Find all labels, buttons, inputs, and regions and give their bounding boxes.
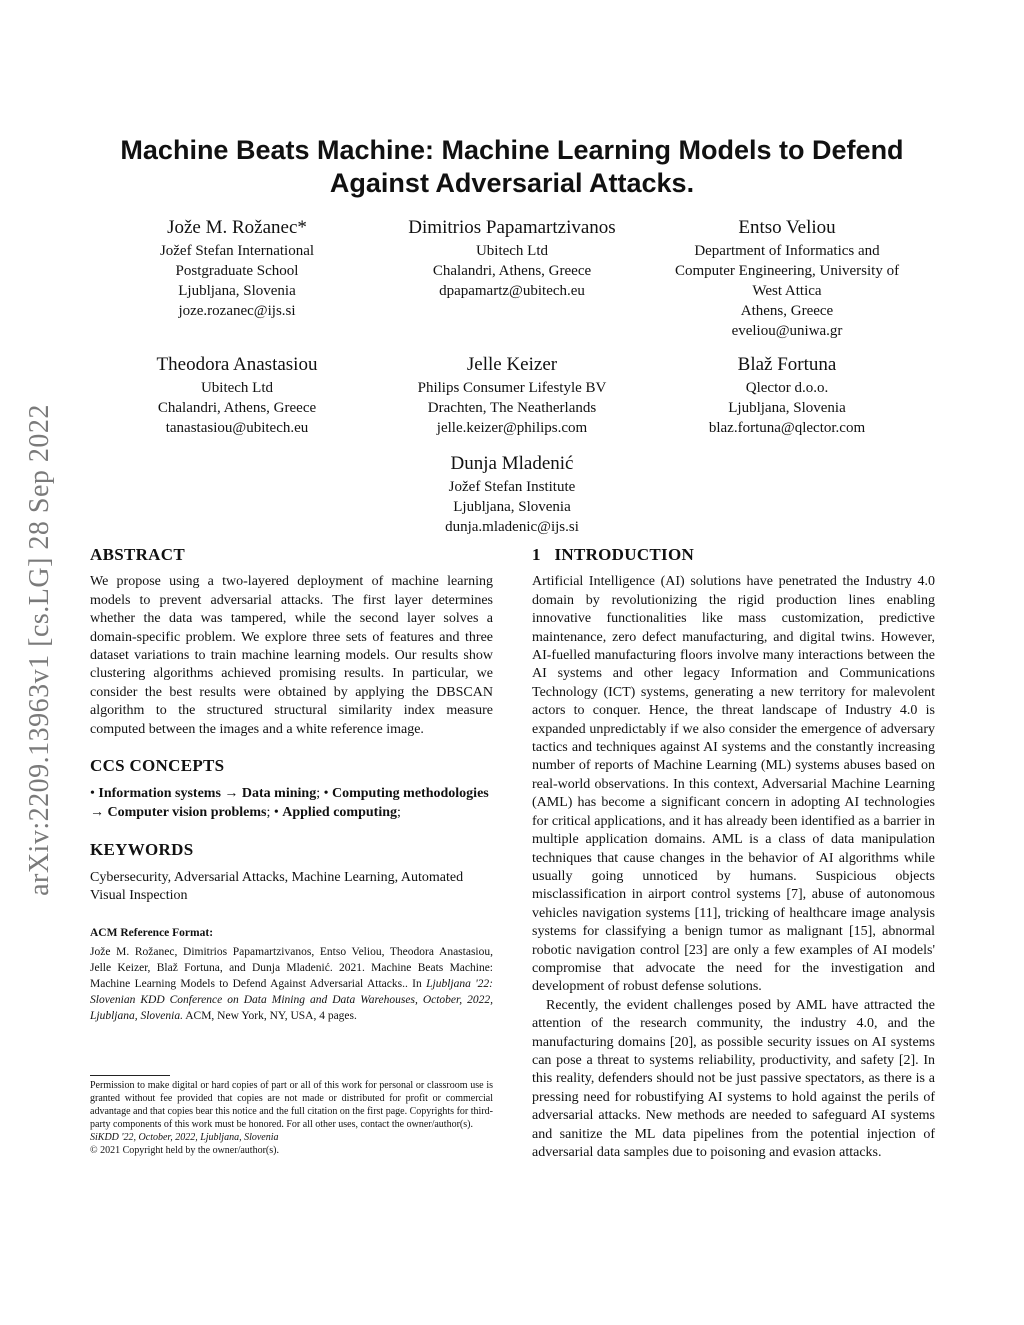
ccs-sep: ; [316, 786, 321, 802]
author-affil: Drachten, The Neatherlands [427, 400, 597, 416]
arxiv-stamp-text: arXiv:2209.13963v1 [cs.LG] 28 Sep 2022 [24, 404, 56, 896]
acm-ref-tail: ACM, New York, NY, USA, 4 pages. [185, 1010, 357, 1023]
abstract-heading: ABSTRACT [90, 545, 185, 564]
intro-paragraph-1: Artificial Intelligence (AI) solutions have penetrated the Industry 4.0 domain by revolutionizing the rigid production lines enabling innovative functionalities like mass customization, predictive maintenance, zero defect manufacturing, and digital twins. However, AI-fuelled manufacturing floors involve many interactions between the AI systems and other legacy Information and Communications Technology (ICT) systems, generating a new territory for malevolent actors to conquer. Hence, the threat landscape of Industry 4.0 is expanded unpredictably if we also consider the emergence of adversary tactics and techniques against AI systems and the constantly increasing number of reports of Machine Learning (ML) systems abuses based on real-world observations. In this context, Adversarial Machine Learning (AML) has become a significant concern in adopting AI technologies for critical applications, and it has already been identified as a barrier in multiple application domains. AML is a class of data manipulation techniques that cause changes in the behavior of AI algorithms while usually going unnoticed by humans. Suspicious objects misclassification in airport control systems [7], abuse of autonomous vehicles navigation systems [11], tricking of healthcare image analysis systems for classifying a benign tumor as malignant [15], abnormal robotic navigation control [23] are only a few examples of AI models' compromise that advocate the need for the investigation and development of robust defense solutions. [532, 574, 935, 995]
author-affil: Computer Engineering, University of [674, 263, 900, 279]
author-affil: Ubitech Ltd [200, 380, 274, 396]
right-column [532, 546, 935, 1162]
author-block [387, 352, 637, 438]
author-name: Entso Veliou [738, 217, 836, 238]
author-affil: Postgraduate School [175, 263, 299, 279]
title-line-2: Against Adversarial Attacks. [329, 168, 695, 198]
author-affil: Ljubljana, Slovenia [178, 283, 296, 299]
author-affil: Chalandri, Athens, Greece [157, 400, 317, 416]
author-name: Dunja Mladenić [450, 453, 574, 474]
acm-ref-text [90, 944, 493, 1024]
author-email[interactable]: eveliou@uniwa.gr [731, 323, 843, 339]
acm-ref-venue: Ljubljana '22: Slovenian KDD Conference on Data Mining and Data Warehouses, October, 2022, Ljubljana, Slovenia. [90, 978, 493, 1023]
keywords-heading: KEYWORDS [90, 840, 194, 860]
paper-title [90, 134, 934, 200]
author-affil: Ljubljana, Slovenia [453, 499, 571, 515]
ccs-list [90, 784, 493, 822]
author-email[interactable]: dunja.mladenic@ijs.si [445, 519, 579, 535]
author-affil: Qlector d.o.o. [745, 380, 829, 396]
ccs-arrow: → [224, 786, 239, 802]
author-name: Jelle Keizer [466, 354, 558, 375]
author-block [387, 215, 637, 301]
arxiv-stamp [0, 360, 80, 940]
ccs-heading: CCS CONCEPTS [90, 756, 225, 776]
author-affil: West Attica [752, 283, 822, 299]
author-email[interactable]: joze.rozanec@ijs.si [178, 303, 296, 319]
acm-ref-authors: Jože M. Rožanec, Dimitrios Papamartzivanos, Entso Veliou, Theodora Anastasiou, Jelle Keizer, Blaž Fortuna, and Dunja Mladenić. 2021. Machine Beats Machine: Machine Learning Models to Defend Against Adversarial Attacks.. In [90, 946, 493, 991]
ccs-arrow: → [90, 805, 104, 821]
author-affil: Ubitech Ltd [475, 243, 549, 259]
author-affil: Philips Consumer Lifestyle BV [417, 380, 607, 396]
author-email[interactable]: blaz.fortuna@qlector.com [708, 420, 866, 436]
abstract-text: We propose using a two-layered deployment of machine learning models to prevent adversarial attacks. The first layer determines whether the data was tampered, while the second layer solves a domain-specific problem. We explore three sets of features and three dataset variations to train machine learning models. Our results show clustering algorithms achieved promising results. In particular, we consider the best results were obtained by applying the DBSCAN algorithm to the structured structural similarity index measure computed between the images and a white reference image. [90, 574, 493, 737]
footnote-rule [90, 1075, 170, 1076]
author-name: Theodora Anastasiou [156, 354, 318, 375]
left-column [90, 546, 493, 1024]
ccs-sep: ; [397, 805, 401, 821]
author-block [117, 352, 357, 438]
author-email[interactable]: dpapamartz@ubitech.eu [439, 283, 585, 299]
ccs-bullet: • [90, 786, 95, 802]
author-affil: Ljubljana, Slovenia [728, 400, 846, 416]
author-name: Jože M. Rožanec* [167, 217, 307, 238]
footnote-venue-text: SiKDD '22, October, 2022, Ljubljana, Slovenia [90, 1132, 279, 1143]
acm-ref-heading: ACM Reference Format: [90, 926, 214, 939]
intro-paragraph-2: Recently, the evident challenges posed by AML have attracted the attention of the research community, the industry 4.0, and the manufacturing domains [20], as possible security issues on AI systems can pose a threat to systems reliability, productivity, and safety [2]. In this reality, defenders should not be just passive spectators, as there is a pressing need for robustifying AI systems to hold against the perils of adversarial attacks. New methods are needed to safeguard AI systems and sanitize the ML data pipelines from the potential injection of adversarial data samples due to poisoning and evasion attacks. [532, 997, 935, 1160]
author-block [667, 352, 907, 438]
author-affil: Jožef Stefan International [159, 243, 315, 259]
ccs-bullet: • [323, 786, 329, 802]
author-affil: Jožef Stefan Institute [448, 479, 576, 495]
author-email[interactable]: tanastasiou@ubitech.eu [165, 420, 309, 436]
ccs-concept: Computing methodologies [332, 786, 489, 802]
footnote-copyright: © 2021 Copyright held by the owner/author(s). [90, 1145, 279, 1156]
author-affil: Chalandri, Athens, Greece [432, 263, 592, 279]
author-name: Blaž Fortuna [737, 354, 837, 375]
footnote-venue [90, 1131, 493, 1144]
keywords-text: Cybersecurity, Adversarial Attacks, Machine Learning, Automated Visual Inspection [90, 869, 464, 904]
ccs-concept: Applied computing [282, 805, 397, 821]
author-email[interactable]: jelle.keizer@philips.com [436, 420, 588, 436]
ccs-bullet: • [273, 805, 279, 821]
footnote [90, 1079, 493, 1157]
ccs-sep: ; [266, 805, 271, 821]
author-block [652, 215, 922, 341]
author-affil: Department of Informatics and [694, 243, 880, 259]
footnote-permission: Permission to make digital or hard copies of part or all of this work for personal or classroom use is granted without fee provided that copies are not made or distributed for profit or commercial advantage and that copies bear this notice and the full citation on the first page. Copyrights for third-party components of this work must be honored. For all other uses, contact the owner/author(s). [90, 1080, 493, 1130]
ccs-concept: Data mining [241, 786, 317, 802]
ccs-concept: Computer vision problems [107, 805, 267, 821]
title-line-1: Machine Beats Machine: Machine Learning Models to Defend [120, 135, 904, 165]
intro-heading: 1 INTRODUCTION [532, 545, 695, 564]
author-block [117, 215, 357, 321]
author-affil: Athens, Greece [740, 303, 834, 319]
author-block [387, 451, 637, 537]
author-name: Dimitrios Papamartzivanos [408, 217, 616, 238]
ccs-concept: Information systems [98, 786, 221, 802]
